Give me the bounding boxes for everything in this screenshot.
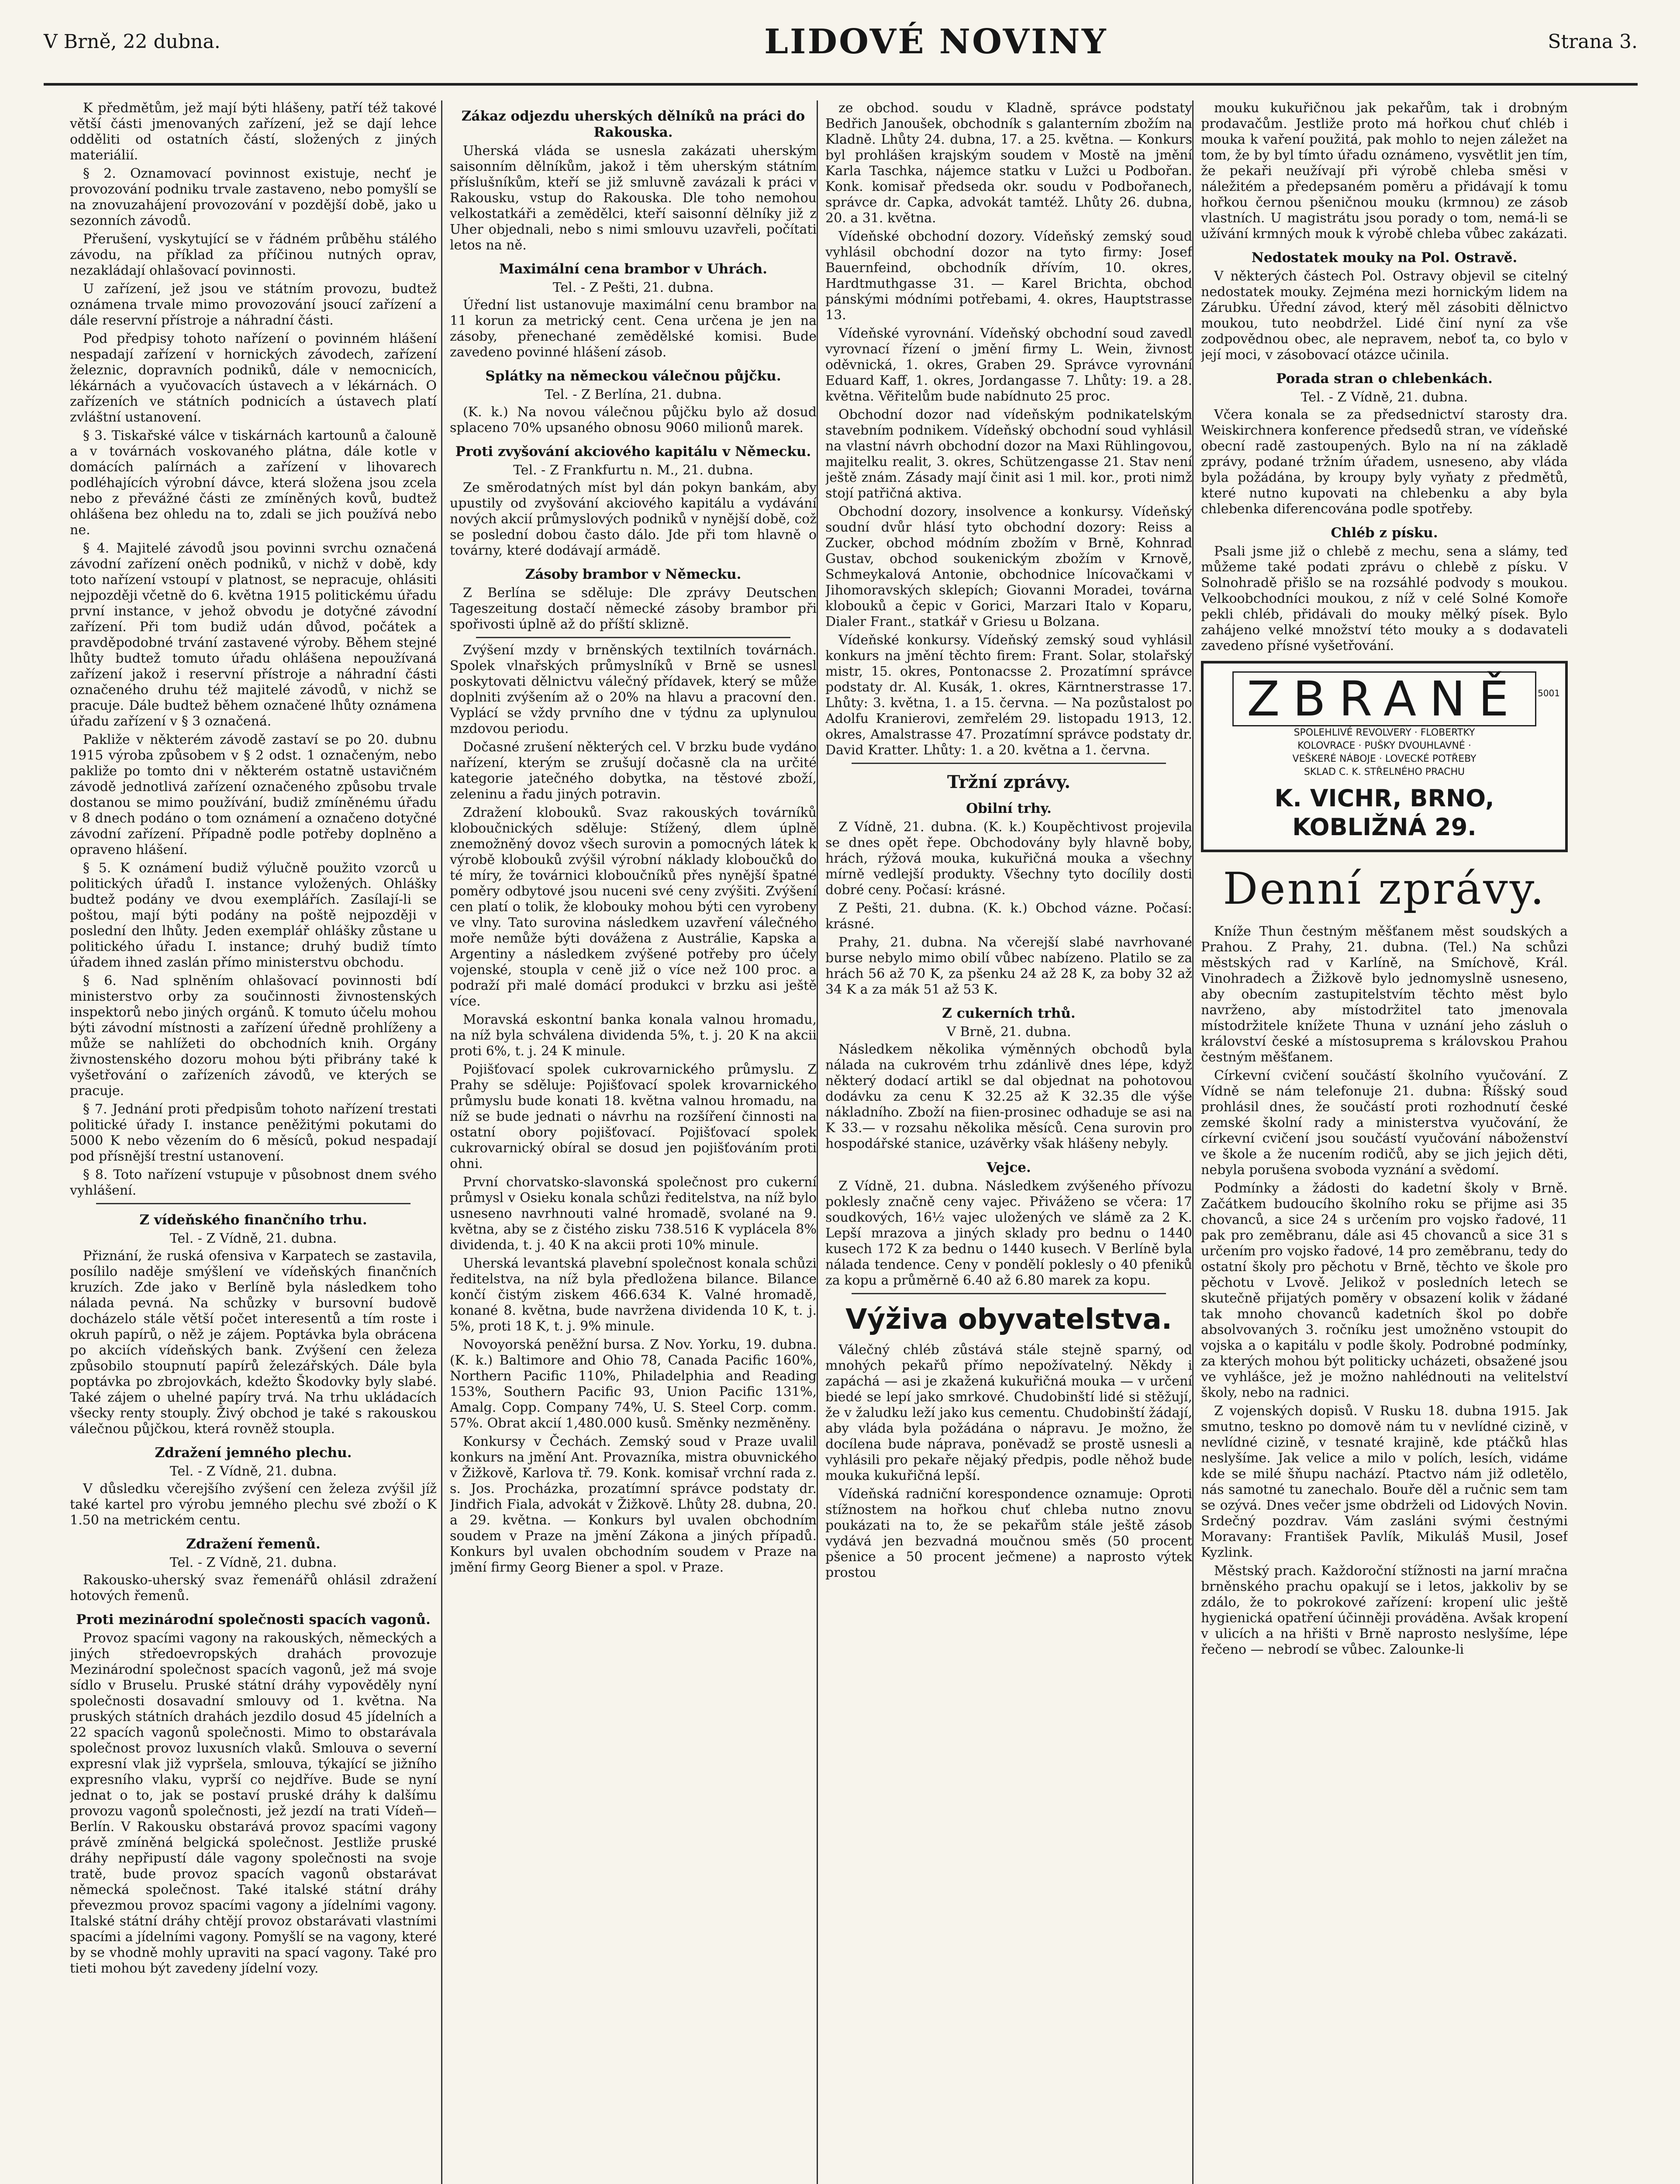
column-rule (1192, 100, 1194, 2184)
section-heading: Proti zvyšování akciového kapitálu v Německu. (455, 444, 811, 460)
article-paragraph: Kníže Thun čestným měšťanem měst soudských a Prahou. Z Prahy, 21. dubna. (Tel.) Na schůzi městských rad v Karlíně, na Smíchově, Král. Vinohradech a Žižkově bylo jednomyslně usneseno, aby obecním zastupitelstvím těchto měst bylo navrženo, aby místodržitel tato jmenovala místodržitele knížete Thuna v uznání jeho zásluh o království české a místosuprema s královskou Prahou čestným měšťanem. (1201, 924, 1568, 1065)
article-paragraph: Úřední list ustanovuje maximální cenu brambor na 11 korun za metrický cent. Cena určena je jen na zásoby, přenechané zemědělské komisi. Bude zavedeno povinné hlášení zásob. (450, 297, 817, 360)
article-paragraph: § 3. Tiskařské válce v tiskárnách kartounů a čalouně a v továrnách voskovaného plátna, dále kotle v domácích palírnách a zařízení v lihovarech podléhajících výrobní dávce, která složena jsou zcela nebo z převážné části ze zmíněných kovů, budtež ohlášena bez ohledu na to, zdali se jich používá nebo ne. (70, 428, 437, 538)
article-paragraph: ze obchod. soudu v Kladně, správce podstaty Bedřich Janoušek, obchodník s galanterním zbožím na Kladně. Lhůty 24. dubna, 17. a 25. května. — Konkurs byl prohlášen krajským soudem v Mostě na jmění Karla Taschka, nájemce statku v Lužci u Podbořan. Konk. komisař předseda okr. soudu v Podbořanech, správce dr. Capka, advokát tamtéž. Lhůty 26. dubna, 20. a 31. května. (825, 100, 1192, 226)
article-paragraph: V důsledku včerejšího zvýšení cen železa zvýšil jíž také kartel pro výrobu jemného plechu své zboží o K 1.50 na metrickém centu. (70, 1481, 437, 1528)
article-paragraph: U zařízení, jež jsou ve státním provozu, budtež oznámena trvale mimo provozování jsoucí zařízení a dále reservní přístroje a náhradní části. (70, 281, 437, 328)
article-paragraph: Pod předpisy tohoto nařízení o povinném hlášení nespadají zařízení v hornických závodech, zařízení železnic, dopravních podniků, dále v nemocnicích, lékárnách a vyučovacích ústavech a v lékárnách. O zařízeních ve státních podnicích a ústavech platí zvláštní ustanovení. (70, 331, 437, 425)
ad-line: VEŠKERÉ NÁBOJE · LOVECKÉ POTŘEBY (1292, 753, 1476, 764)
article-paragraph: Zvýšení mzdy v brněnských textilních továrnách. Spolek vlnařských průmyslníků v Brně se usnesl poskytovati dělnictvu válečný přídavek, který se může doplniti zvýšením až o 20% na hlavu a pracovní den. Vyplácí se vždy prvního dne v týdnu za uplynulou mzdovou periodu. (450, 643, 817, 736)
article-paragraph: Ze směrodatných míst byl dán pokyn bankám, aby upustily od zvyšování akciového kapitálu a vydávání nových akcií průmyslových podniků v nynější době, což se poslední dobou často dálo. Jde při tom hlavně o továrny, které dodávají armádě. (450, 480, 817, 558)
column-3 (825, 100, 1192, 2184)
article-paragraph: Uherská vláda se usnesla zakázati uherským saisonním dělníkům, jakož i těm uherským státním příslušníkům, kteří se již smluvně zavázali k práci v Rakousku, vstup do Rakouska. Dle toho nemohou velkostatkáři a zemědělci, kteří saisonní dělníky již z Uher objednali, nebo s nimi smlouvu uzavřeli, počítati letos na ně. (450, 143, 817, 253)
article-paragraph: Rakousko-uherský svaz řemenářů ohlásil zdražení hotových řemenů. (70, 1572, 437, 1603)
dateline: V Brně, 21. dubna. (946, 1024, 1071, 1040)
article-paragraph: mouku kukuřičnou jak pekařům, tak i drobným prodavačům. Jestliže proto má hořkou chuť chléb i mouka k vaření použitá, pak mohlo to nejen záležet na tom, že by byl tímto úřadu oznámeno, vysvětlit jen tím, že pekaři neužívají při výrobě chleba směsi v náležitém a předepsaném poměru a přidávají k tomu hořkou černou pšeničnou mouku (krmnou) ze zásob vlastních. U magistrátu jsou porady o tom, nemá-li se užívání krmných mouk k výrobě chleba vůbec zakázati. (1201, 100, 1568, 242)
section-heading: Chléb z písku. (1331, 525, 1438, 541)
section-heading: Zákaz odjezdu uherských dělníků na práci do Rakouska. (461, 108, 805, 140)
page-header (44, 13, 1638, 86)
article-paragraph: § 5. K oznámení budiž výlučně použito vzorců u politických úřadů I. instance vyložených. Ohlášky budtež podány ve dvou exemplářích. Zasílají-li se poštou, mají býti podány na poště nejpozději v poslední den lhůty. Jeden exemplář ohlášky zůstane u politického úřadu I. instance; druhý budiž tímto úřadem ihned zaslán přímo ministerstvu obchodu. (70, 860, 437, 970)
section-heading: Z vídeňského finančního trhu. (139, 1212, 367, 1228)
article-paragraph: Včera konala se za předsednictví starosty dra. Weiskirchnera konference předsedů stran, ve vídeňské obecní radě zastoupených. Bylo na ní na základě zprávy, podané tržním úřadem, usneseno, aby vláda byla požádána, by kroupy byly vyňaty z předmětů, které nutno kupovati na chlebenku a aby byla chlebenka diferencována podle spotřeby. (1201, 407, 1568, 517)
section-divider (852, 763, 1166, 764)
article-paragraph: Církevní cvičení součástí školního vyučování. Z Vídně se nám telefonuje 21. dubna: Říšský soud prohlásil dnes, že součástí proti rozhodnutí české zemské školní rady a ministerstva vyučování, že církevní cvičení jsou součástí vyučování náboženství ve škole a že nucením rodičů, aby se jich jejich děti, nebyla porušena svoboda vyznání a svědomí. (1201, 1068, 1568, 1178)
ad-line: SKLAD C. K. STŘELNÉHO PRACHU (1304, 767, 1465, 778)
column-rule (441, 100, 442, 2184)
article-paragraph: § 8. Toto nařízení vstupuje v působnost dnem svého vyhlášení. (70, 1167, 437, 1198)
dateline: Tel. - Z Vídně, 21. dubna. (169, 1464, 337, 1479)
section-heading: Porada stran o chlebenkách. (1276, 371, 1493, 387)
article-paragraph: Vídeňská radniční korespondence oznamuje: Oproti stížnostem na hořkou chuť chleba nutno znovu poukázati na to, že se pekařům stále ještě zásob vydává jen bezvadná moučnou směs (50 procent pšenice a 50 procent ječmene) a naprosto výtek prostou (825, 1486, 1192, 1580)
article-paragraph: Přiznání, že ruská ofensiva v Karpatech se zastavila, posílilo naděje smýšlení ve vídeňských finančních kruzích. Zde jako v Berlíně byla následkem toho nálada pevná. Na schůzky v bursovní budově docházelo stále větší počet interesentů a tím roste i okruh papírů, o něž je zájem. Poptávka byla obrácena po akciích vídeňských bank. Zvýšení cen železa způsobilo stoupnutí papírů železářských. Dále byla poptávka po zbrojovkách, kdežto Škodovky byly slabé. Také zájem o uhelné papíry trvá. Na trhu ukládacích všecky renty stouply. Živý obchod je také s rakouskou válečnou půjčkou, která rovněž stoupla. (70, 1248, 437, 1437)
article-paragraph: Z Vídně, 21. dubna. Následkem zvýšeného přívozu poklesly značně ceny vajec. Přiváženo se včera: 17 soudkových, 16½ vajec uložených ve slámě za 2 K. Lepší mrazova a jiných sklady pro bednu o 1440 kusech 172 K za bednu o 1440 kusech. V Berlíně byla nálada tendence. Ceny v pondělí poklesly o 40 pfeniků za kopu a průměrně 6.40 až 6.80 marek za kopu. (825, 1178, 1192, 1288)
article-paragraph: Válečný chléb zůstává stále stejně sparný, od mnohých pekařů přímo nepožívatelný. Někdy i zapáchá — asi je zkažená kukuřičná mouka — v určení biedé se lepí jako smrkové. Chudobinští lidé si stěžují, že v žaludku leží jako kus cementu. Chudobinští žádají, aby vláda byla požádána o nápravu. Je možno, že docílena bude náprava, poněvadž se prostě usnesli a vyhlásili pro pekaře nějaký předpis, podle něhož bude mouka kukuřičná lepší. (825, 1342, 1192, 1483)
section-heading: Zásoby brambor v Německu. (525, 567, 742, 582)
dateline: Tel. - Z Vídně, 21. dubna. (169, 1231, 337, 1246)
article-paragraph: Obchodní dozor nad vídeňským podnikatelským stavebním podnikem. Vídeňský obchodní soud vyhlásil na vlastní návrh obchodní dozor na Maxi Rühlingovou, majitelku realit, 3. okres, Schützengasse 21. Stav není ještě znám. Zásady mají činit asi 1 mil. kor., proti nimž stojí patřičná aktiva. (825, 407, 1192, 501)
article-paragraph: § 4. Majitelé závodů jsou povinni svrchu označená závodní zařízení oněch podniků, v nichž v době, kdy toto nařízení vstoupí v platnost, se nepracuje, ohlásiti nejpozději včetně do 6. května 1915 politickému úřadu první instance, v jehož obvodu je dotyčné závodní zařízení. Při tom budiž udán důvod, počátek a pravděpodobné trvání zastavené výroby. Během stejné lhůty budtež tomuto úřadu ohlášena nepoužívaná zařízení jakož i reservní přístroje a náhradní části označeného druhu též majitelé závodů, v nichž se pracuje. Dále budtež během označené lhůty oznámena úřadu zařízení v § 3 označená. (70, 541, 437, 729)
article-paragraph: § 6. Nad splněním ohlašovací povinnosti bdí ministerstvo orby za součinnosti živnostenských inspektorů nebo jiných orgánů. K tomuto účelu mohou býti závodní místnosti a zařízení úředně prohlíženy a může se nahlížeti do obchodních knih. Orgány živnostenského dozoru mohou býti přibrány také k vyšetřování o zařízeních závodů, ve kterých se pracuje. (70, 973, 437, 1099)
section-heading: Proti mezinárodní společnosti spacích vagonů. (76, 1612, 431, 1628)
article-paragraph: Z Berlína se sděluje: Dle zprávy Deutschen Tageszeitung dostačí německé zásoby brambor při spořivosti úplně až do příští sklizně. (450, 585, 817, 632)
advertisement-zbrane (1201, 661, 1568, 852)
ad-address: K. VICHR, BRNO, KOBLIŽNÁ 29. (1274, 784, 1494, 841)
dateline: Tel. - Z Frankfurtu n. M., 21. dubna. (513, 463, 753, 478)
section-heading: Zdražení jemného plechu. (155, 1445, 352, 1461)
article-paragraph: Uherská levantská plavební společnost konala schůzi ředitelstva, na níž byla předložena bilance. Bilance končí čistým ziskem 466.634 K. Valné hromadě, konané 8. května, bude navržena dividenda 10 K, t. j. 5%, proti 18 K, t. j. 9% minule. (450, 1256, 817, 1334)
article-paragraph: Pojišťovací spolek cukrovarnického průmyslu. Z Prahy se sděluje: Pojišťovací spolek krovarnického průmyslu bude konati 18. května valnou hromadu, na níž se bude jednati o návrhu na rozšíření činnosti na ostatní obory pojišťovací. Pojišťovací spolek cukrovarnický obíral se dosud jen pojišťováním proti ohni. (450, 1062, 817, 1171)
article-paragraph: Konkursy v Čechách. Zemský soud v Praze uvalil konkurs na jmění Ant. Provazníka, mistra obuvnického v Žižkově, Karlova tř. 79. Konk. komisař vrchní rada z. s. Jos. Procházka, prozatímní správce podstaty dr. Jindřich Fiala, advokát v Žižkově. Lhůty 28. dubna, 20. a 29. května. — Konkurs byl uvalen obchodním soudem v Praze na jmění Zákona a jiných případů. Konkurs byl uvalen obchodním soudem v Praze na jmění firmy Georg Biener a spol. v Praze. (450, 1434, 817, 1575)
column-rule (817, 100, 818, 2184)
article-paragraph: Pakliže v některém závodě zastaví se po 20. dubnu 1915 výroba způsobem v § 2 odst. 1 označeným, nebo pakliže po tomto dni v některém ostatně ustavičném závodě jednotlivá zařízení označeného způsobu trvale dostanou se mimo používání, budiž zmíněnému úřadu v 8 dnech podáno o tom oznámení a označeno dotyčné závodní zařízení. Případně podle potřeby doplněno a opraveno hlášení. (70, 732, 437, 857)
ad-line: SPOLEHLIVÉ REVOLVERY · FLOBERTKY (1294, 727, 1475, 738)
ad-brand: ZBRANĚ (1232, 671, 1536, 726)
column-2 (450, 100, 817, 2184)
article-paragraph: Přerušení, vyskytující se v řádném průběhu stálého závodu, na příklad za příčinou nutných oprav, nezakládají ohlašovací povinnosti. (70, 232, 437, 278)
article-paragraph: Vídeňské konkursy. Vídeňský zemský soud vyhlásil konkurs na jmění těchto firem: Frant. Solar, stolařský mistr, 15. okres, Pontonacsse 2. Prozatímní správce podstaty dr. Al. Kusák, 1. okres, Kärntnerstrasse 17. Lhůty: 3. května, 1. a 15. června. — Na pozůstalost po Adolfu Kranierovi, zemřelém 29. listopadu 1913, 12. okres, Amalstrasse 47. Prozatímní správce podstaty dr. David Kratter. Lhůty: 1. a 20. května a 1. června. (825, 632, 1192, 758)
section-title-vyziva: Výživa obyvatelstva. (845, 1303, 1172, 1336)
column-1 (70, 100, 437, 2184)
section-heading: Tržní zprávy. (947, 772, 1071, 792)
section-heading: Maximální cena brambor v Uhrách. (499, 261, 767, 277)
section-title-denni-zpravy: Denní zprávy. (1223, 863, 1546, 914)
article-paragraph: Vídeňské obchodní dozory. Vídeňský zemský soud vyhlásil obchodní dozor na tyto firmy: Josef Bauernfeind, obchodník dřívím, 10. okres, Hardtmuthgasse 31. — Karel Brichta, obchod pánskými módními potřebami, 4. okres, Hauptstrasse 13. (825, 229, 1192, 323)
article-paragraph: Následkem několika výměnných obchodů byla nálada na cukrovém trhu zdánlivě dnes lépe, když některý dodací artikl se dal objednat na pohotovou dodávku za cenu K 32.25 až K 32.35 dle výše nákladního. Zboží na fiien-prosinec odhaduje se asi na K 33.— v rozsahu několika měsíců. Cena surovin pro hospodářské stanice, uzávěrky však hlášeny nebyly. (825, 1042, 1192, 1151)
header-page-number: Strana 3. (1548, 31, 1638, 53)
dateline: Tel. - Z Berlína, 21. dubna. (545, 387, 722, 402)
section-heading: Zdražení řemenů. (186, 1536, 321, 1552)
article-paragraph: Obchodní dozory, insolvence a konkursy. Vídeňský soudní dvůr hlásí tyto obchodní dozory: Reiss a Zucker, obchod módním zbožím v Brně, Kohnrad Gustav, obchod soukenickým zbožím v Krnově, Schmeykalová Antonie, obchodnice lnícovačkami v Jihomoravských sklepích; Giovanni Moradei, továrna klobouků a čepic v Gorici, Marzari Italo v Koparu, Dialer Frant., statkář v Griesu u Bolzana. (825, 504, 1192, 629)
article-paragraph: § 7. Jednání proti předpisům tohoto nařízení trestati politické úřady I. instance peněžitými pokutami do 5000 K nebo vězením do 6 měsíců, pokud nespadají pod přísnější trestní ustanovení. (70, 1102, 437, 1164)
header-date: V Brně, 22 dubna. (44, 31, 221, 53)
article-paragraph: (K. k.) Na novou válečnou půjčku bylo až dosud splaceno 70% upsaného obnosu 9060 milionů marek. (450, 404, 817, 435)
article-paragraph: Z Vídně, 21. dubna. (K. k.) Koupěchtivost projevila se dnes opět řepe. Obchodovány byly hlavně boby, hrách, rýžová mouka, kukuřičná mouka a všechny mírně vedlejší produkty. Všechny tyto docílily dosti dobré ceny. Počasí: krásné. (825, 819, 1192, 898)
section-heading: Splátky na německou válečnou půjčku. (485, 368, 781, 384)
article-paragraph: Z Pešti, 21. dubna. (K. k.) Obchod vázne. Počasí: krásné. (825, 901, 1192, 932)
section-divider (476, 637, 790, 638)
section-subheading: Vejce. (987, 1160, 1031, 1175)
ad-line: KOLOVRACE · PUŠKY DVOUHLAVNÉ · (1297, 740, 1471, 751)
article-paragraph: Provoz spacími vagony na rakouských, německých a jiných středoevropských drahách provozuje Mezinárodní společnost spacích vagonů, jež má svoje sídlo v Bruselu. Pruské státní dráhy vypověděly nyní společnosti dosavadní smlouvy od 1. května. Na pruských státních drahách jezdilo dosud 45 jídelních a 22 spacích vagonů společnosti. Mimo to obstarávala společnost provoz luxusních vlaků. Smlouva o severní expresní vlak již vypršela, smlouva, týkající se jižního expresního vlaku, vyprší co nejdříve. Bude se nyní jednat o to, jak se postaví pruské dráhy k dalšímu provozu vagonů společnosti, jež jezdí na trati Vídeň—Berlín. V Rakousku obstarává provoz spacími vagony právě zmíněná belgická společnost. Jestliže pruské dráhy nepřipustí dále vagony společnosti na svoje tratě, bude provoz spacích vagonů obstarávat německá společnost. Také italské státní dráhy převezmou provoz spacími vagony a jídelními vagony. Italské státní dráhy chtějí provoz obstarávati vlastními spacími a jídelními vagony. Pomyšlí se na vagony, které by se vhodně mohly upraviti na spací vagony. Také pro tieti mohou být zavedeny jídelní vozy. (70, 1631, 437, 1976)
section-heading: Nedostatek mouky na Pol. Ostravě. (1251, 250, 1518, 266)
article-paragraph: § 2. Oznamovací povinnost existuje, nechť je provozování podniku trvale zastaveno, nebo pomyšlí se na znovuzahájení provozování v pozdější době, jako u sezonních závodů. (70, 166, 437, 228)
section-subheading: Obilní trhy. (966, 801, 1052, 816)
dateline: Tel. - Z Pešti, 21. dubna. (552, 280, 714, 295)
article-paragraph: K předmětům, jež mají býti hlášeny, patří též takové větší části jmenovaných zařízení, jež se dají lehce odděliti od ostatních částí, složených z jiných materiálií. (70, 100, 437, 163)
dateline: Tel. - Z Vídně, 21. dubna. (1301, 390, 1468, 405)
article-paragraph: Městský prach. Každoroční stížnosti na jarní mračna brněnského prachu opakují se i letos, jakkoliv by se zdálo, že to pokrokové zařízení: kropení ulic ještě hygienická opatření účinněji prováděna. Avšak kropení v ulicích a na hřišti v Brně naprosto neslyšíme, lépe řečeno — nebrodí se vůbec. Zalounke-li (1201, 1563, 1568, 1657)
article-paragraph: Z vojenských dopisů. V Rusku 18. dubna 1915. Jak smutno, teskno po domově nám tu v nevlídné cizině, v nevlídné cizině, v tesnaté krajině, kde ptáčků hlas neslyšíme. Jak velice a milo v polích, lesích, vidáme kde se milé šňupu nachází. Ptactvo nám již odletělo, nás samotné tu zanechalo. Bouře děl a ručnic sem tam se ozývá. Dnes večer jsme obdrželi od Lidových Novin. Srdečný pozdrav. Vám zasláni svými čestnými Moravany: František Pavlík, Mikuláš Musil, Josef Kyzlink. (1201, 1403, 1568, 1560)
article-paragraph: Prahy, 21. dubna. Na včerejší slabé navrhované burse nebylo mimo obilí vůbec nabízeno. Platilo se za hrách 56 až 70 K, za pšenku 24 až 28 K, za boby 32 až 34 K a za mák 51 až 53 K. (825, 935, 1192, 997)
article-paragraph: V některých částech Pol. Ostravy objevil se citelný nedostatek mouky. Zejména mezi hornickým lidem na Zárubku. Úřední závod, který měl zásobiti dělnictvo moukou, tuto neobdržel. Lidé činí nyní za vše zodpovědnou obec, ale nepravem, neboť ta, co bylo v její moci, v zásobovací otázce učinila. (1201, 269, 1568, 363)
article-paragraph: Novoyorská peněžní bursa. Z Nov. Yorku, 19. dubna. (K. k.) Baltimore and Ohio 78, Canada Pacific 160%, Northern Pacific 110%, Philadelphia and Reading 153%, Southern Pacific 93, Union Pacific 131%, Amalg. Copp. Company 74%, U. S. Steel Corp. comm. 57%. Obrat akcií 1,480.000 kusů. Směnky nezměněny. (450, 1337, 817, 1431)
section-divider (96, 1203, 411, 1204)
dateline: Tel. - Z Vídně, 21. dubna. (169, 1555, 337, 1570)
article-paragraph: Vídeňské vyrovnání. Vídeňský obchodní soud zavedl vyrovnací řízení o jmění firmy L. Wein, živnost oděvnická, 1. okres, Graben 29. Správce vyrovnání Eduard Kaff, 1. okres, Jordangasse 7. Lhůty: 19. a 28. května. Věřitelům bude nabídnuto 25 proc. (825, 326, 1192, 404)
section-divider (852, 1293, 1166, 1294)
article-paragraph: Podmínky a žádosti do kadetní školy v Brně. Začátkem budoucího školního roku se přijme asi 35 chovanců, a sice 24 s určením pro vojsko řadové, 11 pak pro zeměbranu, dále asi 45 chovanců a sice 31 s určením pro vojsko řadové, 14 pro zeměbranu, tedy do ostatní školy pro pěchotu v Brně, těchto ve škole pro pěchotu v Lvově. Jelikož v posledních letech se skutečně přijatých poměry v obsazení kolik v žádané tak mnoho chovanců kadetních škol po dobře absolvovaných 3. ročníku jest umožněno vstoupit do vojska a o kapitálu v podle školy. Podrobné podmínky, za kterých mohou být politicky ucházeti, obsažené jsou ve vyhlášce, jež je možno nahlédnouti na velitelství školy, nebo na radnici. (1201, 1181, 1568, 1400)
article-paragraph: Zdražení klobouků. Svaz rakouských továrníků kloboučnických sděluje: Stížený, dlem úplně znemožněný dovoz všech surovin a pomocných látek k výrobě klobouků zvýšil výrobní náklady kloboučků do té míry, že továrnici kloboučníků přes nynější špatné poměry odbytové jsou nuceni své ceny zvýšiti. Zvýšení cen platí o tolik, že klobouky mohou býti cen vyrobeny ve vlny. Tato surovina následkem uzavření válečného moře nemůže býti dovážena z Austrálie, Kapska a Argentiny a následkem zvýšené potřeby pro účely vojenské, stoupla v ceně již o více než 100 proc. a podraží při malé domácí produkci v brzku asi ještě více. (450, 805, 817, 1009)
section-subheading: Z cukerních trhů. (942, 1006, 1076, 1021)
article-paragraph: Dočasné zrušení některých cel. V brzku bude vydáno nařízení, kterým se zrušují dočasně cla na určité kategorie jatečného dobytka, na těstové zboží, zeleninu a řadu jiných potravin. (450, 740, 817, 802)
masthead-title: LIDOVÉ NOVINY (764, 22, 1108, 62)
article-paragraph: První chorvatsko-slavonská společnost pro cukerní průmysl v Osieku konala schůzi ředitelstva, na níž bylo usneseno navrhnouti valné hromadě, svolané na 9. května, aby se z čistého zisku 738.516 K vyplácela 8% dividenda, t. j. 40 K na akcii proti 10% minule. (450, 1175, 817, 1253)
ad-number: 5001 (1538, 688, 1560, 698)
column-4 (1201, 100, 1568, 2184)
article-paragraph: Psali jsme již o chlebě z mechu, sena a slámy, teď můžeme také podati zprávu o chlebě z písku. V Solnohradě přišlo se na rozsáhlé podvody s moukou. Velkoobchodníci moukou, z níž v celé Solné Komoře pekli chléb, přidávali do mouky mělký písek. Bylo zahájeno velké množství této mouky a s dodavateli zavedeno přísné vyšetřování. (1201, 544, 1568, 653)
article-paragraph: Moravská eskontní banka konala valnou hromadu, na níž byla schválena dividenda 5%, t. j. 20 K na akcii proti 6%, t. j. 24 K minule. (450, 1012, 817, 1059)
